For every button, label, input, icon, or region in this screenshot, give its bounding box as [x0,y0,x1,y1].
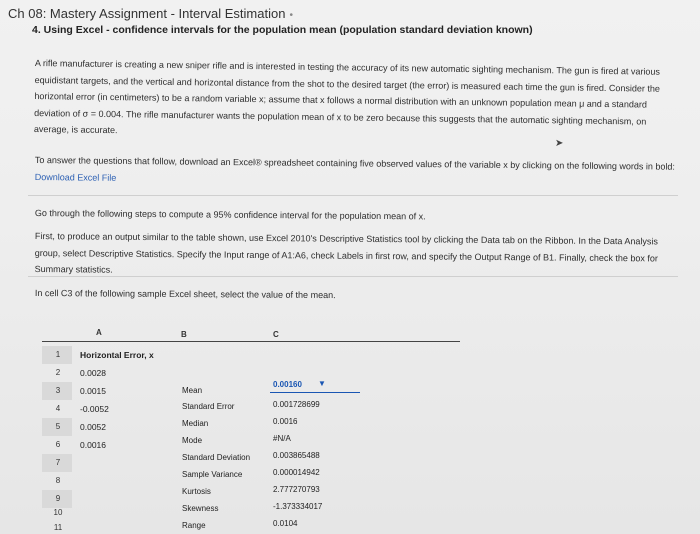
row-number: 2 [55,368,61,377]
chevron-down-icon: ▼ [318,379,326,388]
cell-b4: Standard Error [182,402,235,411]
row-number: 10 [53,508,63,517]
cell-c10: -1.373334017 [273,502,323,511]
row-number: 4 [55,404,61,413]
download-paragraph [35,152,675,192]
cell-b7: Standard Deviation [182,453,251,462]
row-number: 6 [55,440,61,449]
download-text: To answer the questions that follow, download an Excel® spreadsheet containing five observed values of the variable x by clicking on the following words in bold: [34,154,675,172]
divider [28,276,678,277]
excel-sheet [40,328,480,534]
cell-c5: 0.0016 [273,417,298,426]
cell-b9: Kurtosis [182,487,211,496]
assignment-title [8,6,293,21]
cell-c9: 2.777270793 [273,485,320,494]
cell-a1: Horizontal Error, x [80,350,154,360]
cell-b10: Skewness [182,504,219,513]
steps-paragraph: First, to produce an output similar to the table shown, use Excel 2010's Descriptive Statistics tool by clicking the Data tab on the Ribbon. In the Data Analysis group, select Descriptive Statistics. Specify the Input range of A1:A6, check Labels in first row, and specify the Output Range of B1. Finally, check the box for Summary statistics. [34,230,658,275]
row-number: 8 [55,476,61,485]
cell-c11: 0.0104 [273,519,298,528]
question-title: 4. Using Excel - confidence intervals for the population mean (population standard deviation known) [32,24,533,36]
mouse-cursor-icon: ➤ [555,138,564,149]
row-number: 5 [55,422,61,431]
cell-b5: Median [182,419,209,428]
cell-a2: 0.0028 [80,368,106,378]
divider [28,195,678,196]
header-rule [42,341,460,342]
cell-b3: Mean [182,386,203,395]
cell-b8: Sample Variance [182,470,243,479]
intro-paragraph: A rifle manufacturer is creating a new sniper rifle and is interested in testing the accuracy of its new automatic sighting mechanism. The gun is fired at various equidistant targets, and the vertical and horizontal distance from the shot to the desired target (the error) is measured each time the gun is fired. Consider the horizontal error (in centimeters) to be a random variable x; assume that x follows a normal distribution with an unknown population mean μ and a standard deviation of σ = 0.004. The rifle manufacturer wants the population mean of x to be zero because this suggests that the automatic sighting mechanism, on average, is accurate. [33,57,661,136]
download-excel-link[interactable]: Download Excel File [34,171,117,183]
selected-mean-value: 0.00160 [273,380,302,389]
row-number: 3 [55,386,61,395]
dot-separator: • [289,10,293,21]
cell-b11: Range [182,521,206,530]
cell-c7: 0.003865488 [273,451,320,460]
cell-a6: 0.0016 [80,440,106,450]
cell-c4: 0.001728699 [273,400,320,409]
row-number: 7 [55,458,61,467]
assignment-title-text: Ch 08: Mastery Assignment - Interval Estimation [8,6,286,21]
cell-b6: Mode [182,436,203,445]
mean-value-dropdown[interactable] [270,378,360,393]
instruction-text: In cell C3 of the following sample Excel sheet, select the value of the mean. [34,287,336,301]
cell-a5: 0.0052 [80,422,106,432]
cell-a4: -0.0052 [80,404,109,414]
column-header-c: C [273,330,279,339]
steps-intro: Go through the following steps to compute a 95% confidence interval for the population mean of x. [34,207,426,222]
cell-a3: 0.0015 [80,386,106,396]
cell-c8: 0.000014942 [273,468,320,477]
cell-c6: #N/A [273,434,291,443]
row-number: 1 [55,350,61,359]
row-number: 9 [55,494,61,503]
column-header-b: B [181,330,187,339]
row-number: 11 [53,523,63,532]
column-header-a: A [96,328,102,337]
